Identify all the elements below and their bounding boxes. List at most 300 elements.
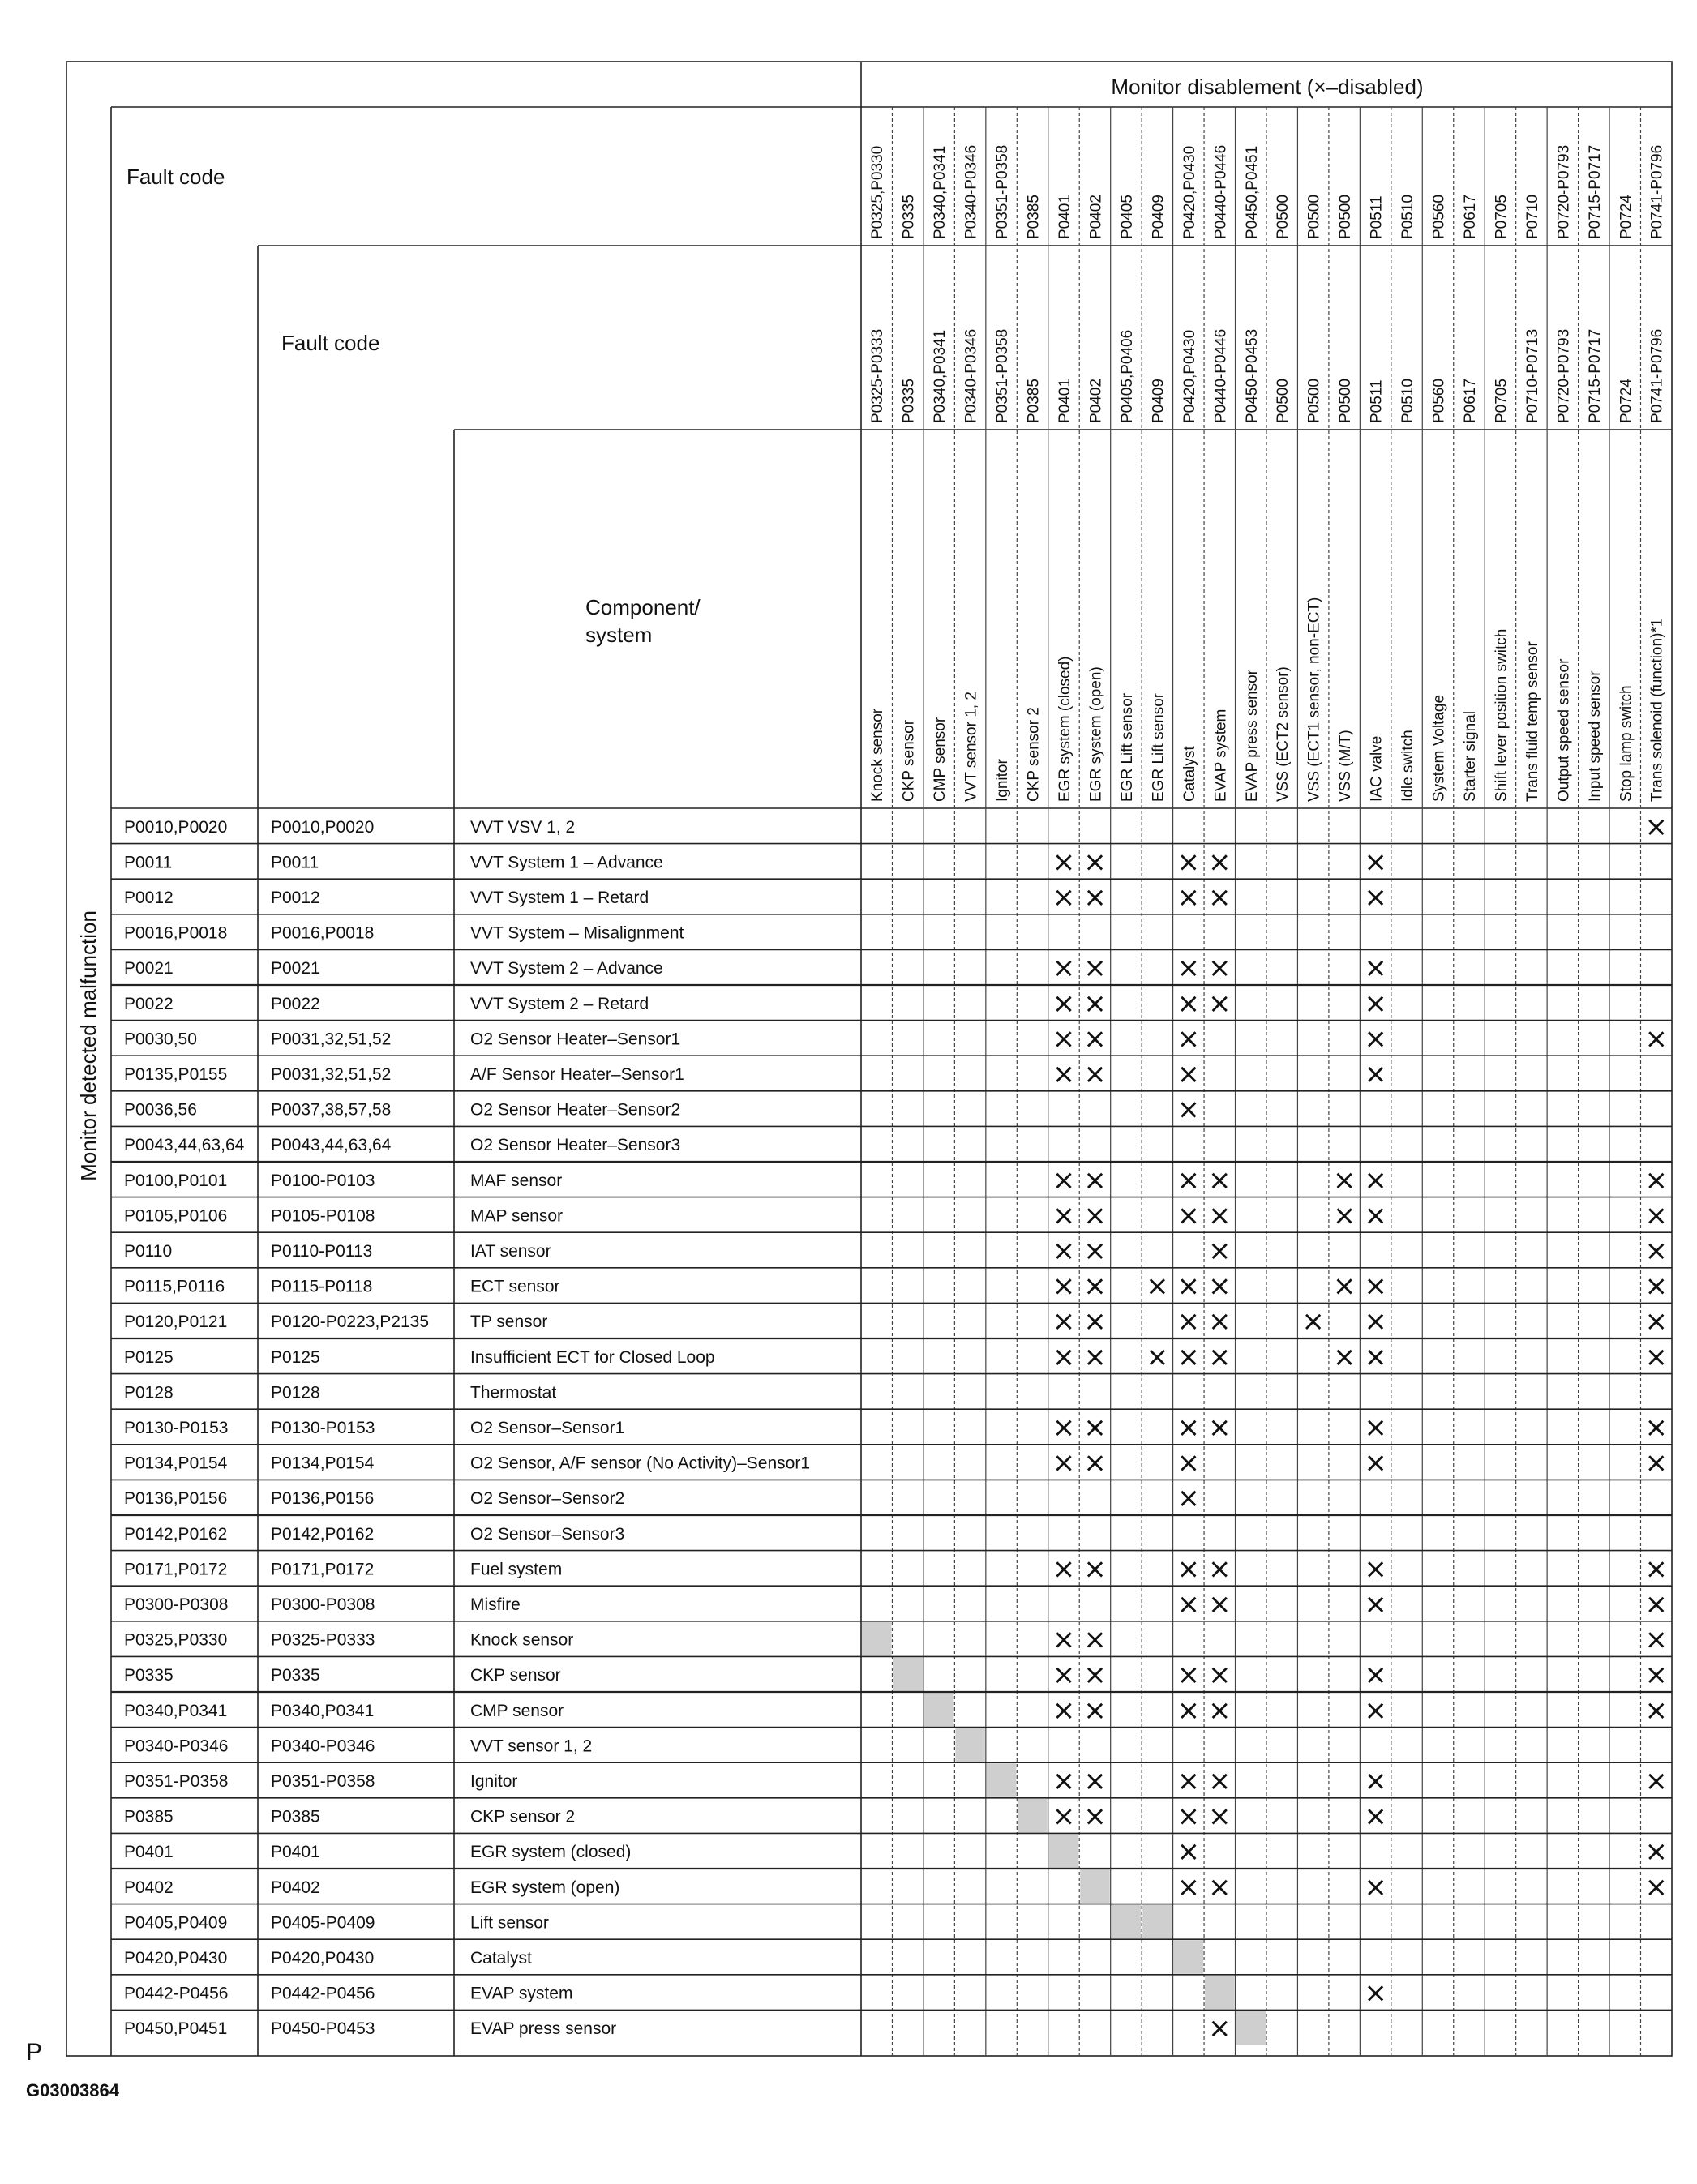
column-code-mid: P0710-P0713 bbox=[1523, 328, 1541, 423]
column-code-mid: P0617 bbox=[1461, 379, 1479, 423]
disabled-mark: × bbox=[1052, 1800, 1076, 1833]
column-code-top: P0335 bbox=[900, 195, 918, 239]
disabled-mark: × bbox=[1364, 846, 1387, 879]
disabled-mark: × bbox=[1208, 1199, 1232, 1232]
row-fault-code-monitor: P0401 bbox=[124, 1843, 174, 1862]
row-component-system: VVT System – Misalignment bbox=[470, 923, 684, 943]
self-check-shaded-cell bbox=[924, 1693, 953, 1727]
disabled-mark: × bbox=[1083, 1305, 1107, 1338]
fault-code-header-mid: Fault code bbox=[281, 331, 380, 355]
row-fault-code: P0450-P0453 bbox=[271, 2019, 375, 2039]
table-row bbox=[124, 1199, 1668, 1231]
disabled-mark: × bbox=[1301, 1305, 1325, 1338]
row-fault-code-monitor: P0100,P0101 bbox=[124, 1171, 228, 1190]
disabled-mark: × bbox=[1052, 1163, 1076, 1197]
row-fault-code: P0043,44,63,64 bbox=[271, 1136, 392, 1155]
disabled-mark: × bbox=[1052, 1446, 1076, 1480]
column-code-mid: P0511 bbox=[1368, 379, 1386, 423]
row-fault-code: P0105-P0108 bbox=[271, 1206, 375, 1226]
disabled-mark: × bbox=[1644, 1340, 1668, 1373]
table-row bbox=[124, 1871, 1668, 1904]
self-check-shaded-cell bbox=[1142, 1905, 1172, 1939]
disabled-mark: × bbox=[1208, 1163, 1232, 1197]
column-code-top: P0420,P0430 bbox=[1181, 145, 1198, 239]
self-check-shaded-cell bbox=[862, 1622, 891, 1656]
table-row bbox=[124, 811, 1668, 843]
column-code-mid: P0450-P0453 bbox=[1243, 328, 1261, 423]
disabled-mark: × bbox=[1644, 1411, 1668, 1444]
table-row bbox=[124, 1525, 624, 1544]
table-rows bbox=[124, 811, 1668, 2045]
disabled-mark: × bbox=[1208, 987, 1232, 1020]
disabled-mark: × bbox=[1644, 1765, 1668, 1797]
column-code-top: P0409 bbox=[1150, 195, 1168, 239]
row-component-system: EGR system (closed) bbox=[470, 1843, 632, 1862]
row-fault-code-monitor: P0105,P0106 bbox=[124, 1206, 228, 1226]
component-header-line1: Component/ bbox=[585, 595, 701, 619]
row-component-system: O2 Sensor Heater–Sensor2 bbox=[470, 1100, 681, 1120]
disabled-mark: × bbox=[1644, 1694, 1668, 1727]
row-component-system: VVT System 1 – Retard bbox=[470, 889, 649, 907]
column-code-top: P0351-P0358 bbox=[994, 144, 1012, 239]
disabled-mark: × bbox=[1332, 1340, 1356, 1373]
table-row bbox=[124, 1765, 1668, 1797]
disabled-mark: × bbox=[1083, 987, 1107, 1020]
disabled-mark: × bbox=[1208, 1659, 1232, 1692]
disabled-mark: × bbox=[1364, 987, 1387, 1020]
row-fault-code: P0300-P0308 bbox=[271, 1595, 375, 1614]
row-fault-code-monitor: P0125 bbox=[124, 1347, 174, 1367]
column-component-name: EGR Lift sensor bbox=[1118, 692, 1136, 802]
disabled-mark: × bbox=[1644, 1022, 1668, 1056]
disabled-mark: × bbox=[1644, 1870, 1668, 1904]
column-component-name: Shift lever position switch bbox=[1493, 628, 1511, 802]
disabled-mark: × bbox=[1176, 1446, 1201, 1480]
disabled-mark: × bbox=[1052, 1552, 1076, 1586]
column-code-top: P0511 bbox=[1368, 195, 1386, 239]
disabled-mark: × bbox=[1052, 1270, 1076, 1303]
disabled-mark: × bbox=[1176, 1552, 1201, 1586]
row-fault-code: P0022 bbox=[271, 994, 320, 1013]
column-component-name: EGR system (closed) bbox=[1056, 656, 1073, 802]
disabled-mark: × bbox=[1364, 952, 1387, 985]
table-row bbox=[124, 1801, 1387, 1833]
disabled-mark: × bbox=[1052, 1199, 1076, 1232]
row-fault-code-monitor: P0016,P0018 bbox=[124, 923, 228, 943]
row-fault-code-monitor: P0010,P0020 bbox=[124, 817, 228, 837]
row-component-system: Knock sensor bbox=[470, 1630, 574, 1650]
disabled-mark: × bbox=[1083, 1411, 1107, 1444]
disabled-mark: × bbox=[1176, 1588, 1201, 1621]
disabled-mark: × bbox=[1644, 1446, 1668, 1480]
row-fault-code: P0100-P0103 bbox=[271, 1171, 375, 1190]
row-fault-code-monitor: P0420,P0430 bbox=[124, 1949, 228, 1968]
table-row bbox=[124, 1411, 1668, 1444]
row-fault-code-monitor: P0012 bbox=[124, 889, 174, 907]
disabled-mark: × bbox=[1644, 1835, 1668, 1869]
monitor-disablement-heading: Monitor disablement (×–disabled) bbox=[1111, 75, 1424, 99]
disabled-mark: × bbox=[1364, 1340, 1387, 1373]
disabled-mark: × bbox=[1176, 1058, 1201, 1090]
column-component-name: Catalyst bbox=[1181, 746, 1198, 802]
disabled-mark: × bbox=[1176, 1659, 1201, 1692]
row-component-system: Ignitor bbox=[470, 1772, 518, 1791]
column-component-name: EGR system (open) bbox=[1087, 666, 1105, 802]
disabled-mark: × bbox=[1364, 1270, 1387, 1303]
column-component-name: EVAP press sensor bbox=[1243, 670, 1261, 802]
table-row bbox=[124, 1913, 549, 1932]
disabled-mark: × bbox=[1176, 1305, 1201, 1338]
column-code-mid: P0741-P0796 bbox=[1648, 328, 1666, 423]
row-fault-code: P0385 bbox=[271, 1807, 320, 1826]
disabled-mark: × bbox=[1176, 987, 1201, 1020]
disabled-mark: × bbox=[1052, 1659, 1076, 1692]
disabled-mark: × bbox=[1644, 1163, 1668, 1197]
disabled-mark: × bbox=[1364, 1411, 1387, 1444]
row-component-system: O2 Sensor, A/F sensor (No Activity)–Sensor1 bbox=[470, 1454, 811, 1473]
row-fault-code-monitor: P0300-P0308 bbox=[124, 1595, 229, 1614]
disabled-mark: × bbox=[1176, 1870, 1201, 1904]
disabled-mark: × bbox=[1364, 1552, 1387, 1586]
disabled-mark: × bbox=[1364, 1199, 1387, 1232]
row-fault-code-monitor: P0171,P0172 bbox=[124, 1560, 228, 1579]
table-row bbox=[124, 1058, 1387, 1090]
column-code-mid: P0351-P0358 bbox=[994, 328, 1012, 423]
column-code-top: P0340-P0346 bbox=[962, 144, 980, 239]
row-fault-code-monitor: P0135,P0155 bbox=[124, 1065, 228, 1084]
column-component-name: VSS (M/T) bbox=[1337, 730, 1355, 802]
disabled-mark: × bbox=[1644, 1305, 1668, 1338]
row-component-system: MAP sensor bbox=[470, 1206, 563, 1226]
column-code-top: P0500 bbox=[1275, 195, 1292, 239]
disabled-mark: × bbox=[1208, 1588, 1232, 1621]
disabled-mark: × bbox=[1083, 1659, 1107, 1692]
disabled-mark: × bbox=[1083, 1022, 1107, 1056]
table-row bbox=[124, 1736, 592, 1755]
disabled-mark: × bbox=[1364, 1058, 1387, 1090]
disabled-mark: × bbox=[1364, 1588, 1387, 1621]
column-component-name: Output speed sensor bbox=[1555, 658, 1573, 802]
disabled-mark: × bbox=[1208, 1411, 1232, 1444]
disabled-mark: × bbox=[1052, 1305, 1076, 1338]
disabled-mark: × bbox=[1208, 1800, 1232, 1833]
row-fault-code: P0130-P0153 bbox=[271, 1419, 375, 1437]
disabled-mark: × bbox=[1176, 1800, 1201, 1833]
disabled-mark: × bbox=[1083, 1623, 1107, 1656]
disabled-mark: × bbox=[1364, 1800, 1387, 1833]
row-fault-code: P0340-P0346 bbox=[271, 1736, 375, 1756]
row-component-system: CKP sensor 2 bbox=[470, 1807, 576, 1826]
column-component-name: Trans fluid temp sensor bbox=[1523, 641, 1541, 802]
disabled-mark: × bbox=[1208, 846, 1232, 879]
row-component-system: O2 Sensor–Sensor2 bbox=[470, 1489, 625, 1509]
disabled-mark: × bbox=[1644, 1199, 1668, 1232]
column-code-top: P0560 bbox=[1430, 195, 1448, 239]
row-fault-code: P0442-P0456 bbox=[271, 1984, 375, 2003]
row-fault-code: P0351-P0358 bbox=[271, 1772, 375, 1791]
table-row bbox=[124, 1482, 1200, 1514]
disabled-mark: × bbox=[1052, 952, 1076, 985]
table-row bbox=[124, 1624, 1668, 1656]
disabled-mark: × bbox=[1146, 1270, 1169, 1303]
table-row bbox=[124, 1447, 1668, 1480]
disabled-mark: × bbox=[1332, 1163, 1356, 1197]
self-check-shaded-cell bbox=[1112, 1905, 1141, 1939]
disabled-mark: × bbox=[1208, 1694, 1232, 1727]
column-code-top: P0440-P0446 bbox=[1212, 144, 1230, 239]
disabled-mark: × bbox=[1176, 846, 1201, 879]
table-row bbox=[124, 1949, 532, 1968]
disabled-mark: × bbox=[1364, 1163, 1387, 1197]
column-code-top: P0340,P0341 bbox=[932, 145, 949, 239]
row-fault-code: P0120-P0223,P2135 bbox=[271, 1313, 429, 1332]
row-fault-code: P0016,P0018 bbox=[271, 923, 375, 943]
column-code-mid: P0402 bbox=[1087, 379, 1105, 423]
row-fault-code-monitor: P0340,P0341 bbox=[124, 1701, 228, 1720]
row-component-system: EVAP press sensor bbox=[470, 2019, 617, 2039]
disabled-mark: × bbox=[1364, 1765, 1387, 1797]
disabled-mark: × bbox=[1364, 1870, 1387, 1904]
disabled-mark: × bbox=[1176, 1482, 1201, 1515]
column-code-mid: P0715-P0717 bbox=[1586, 328, 1604, 423]
self-check-shaded-cell bbox=[987, 1763, 1016, 1797]
row-component-system: Insufficient ECT for Closed Loop bbox=[470, 1347, 715, 1367]
row-fault-code-monitor: P0128 bbox=[124, 1383, 174, 1402]
row-fault-code-monitor: P0351-P0358 bbox=[124, 1772, 229, 1791]
row-fault-code-monitor: P0136,P0156 bbox=[124, 1489, 228, 1509]
row-fault-code: P0142,P0162 bbox=[271, 1524, 375, 1544]
row-component-system: Misfire bbox=[470, 1595, 521, 1614]
row-fault-code-monitor: P0325,P0330 bbox=[124, 1630, 228, 1650]
disabled-mark: × bbox=[1083, 1235, 1107, 1267]
column-code-mid: P0560 bbox=[1430, 379, 1448, 423]
column-component-name: Input speed sensor bbox=[1586, 670, 1604, 802]
disabled-mark: × bbox=[1083, 1765, 1107, 1797]
row-component-system: EGR system (open) bbox=[470, 1878, 620, 1897]
row-component-system: IAT sensor bbox=[470, 1242, 551, 1261]
column-component-name: IAC valve bbox=[1368, 735, 1386, 802]
self-check-shaded-cell bbox=[1205, 1976, 1234, 2010]
column-code-top: P0741-P0796 bbox=[1648, 144, 1666, 239]
disabled-mark: × bbox=[1052, 987, 1076, 1020]
disabled-mark: × bbox=[1052, 846, 1076, 879]
row-component-system: VVT System 2 – Advance bbox=[470, 959, 663, 979]
column-code-mid: P0385 bbox=[1025, 379, 1043, 423]
table-row bbox=[124, 1552, 1668, 1585]
disabled-mark: × bbox=[1083, 1800, 1107, 1833]
row-component-system: A/F Sensor Heater–Sensor1 bbox=[470, 1065, 684, 1084]
disabled-mark: × bbox=[1083, 1270, 1107, 1303]
row-component-system: VVT System 1 – Advance bbox=[470, 853, 663, 872]
self-check-shaded-cell bbox=[1018, 1799, 1047, 1833]
disabled-mark: × bbox=[1208, 2012, 1232, 2045]
table-row bbox=[124, 1094, 1200, 1126]
self-check-shaded-cell bbox=[1174, 1940, 1203, 1974]
disabled-mark: × bbox=[1644, 1588, 1668, 1621]
row-fault-code: P0128 bbox=[271, 1383, 320, 1402]
disabled-mark: × bbox=[1644, 1270, 1668, 1303]
column-component-name: VVT sensor 1, 2 bbox=[962, 692, 980, 802]
table-row bbox=[124, 1341, 1668, 1373]
column-code-top: P0705 bbox=[1493, 195, 1511, 239]
row-fault-code: P0125 bbox=[271, 1347, 320, 1367]
table-row bbox=[124, 1588, 1668, 1621]
row-fault-code-monitor: P0011 bbox=[124, 853, 173, 872]
disabled-mark: × bbox=[1052, 1058, 1076, 1090]
disabled-mark: × bbox=[1176, 1411, 1201, 1444]
row-component-system: Thermostat bbox=[470, 1383, 557, 1402]
table-row bbox=[124, 1305, 1668, 1338]
table-row bbox=[124, 1694, 1668, 1727]
column-code-mid: P0409 bbox=[1150, 379, 1168, 423]
disabled-mark: × bbox=[1364, 1694, 1387, 1727]
row-fault-code: P0021 bbox=[271, 959, 320, 979]
disabled-mark: × bbox=[1083, 846, 1107, 879]
disabled-mark: × bbox=[1208, 1305, 1232, 1338]
disabled-mark: × bbox=[1364, 1305, 1387, 1338]
disabled-mark: × bbox=[1083, 881, 1107, 914]
disabled-mark: × bbox=[1364, 1446, 1387, 1480]
disabled-mark: × bbox=[1083, 1163, 1107, 1197]
disabled-mark: × bbox=[1052, 881, 1076, 914]
disabled-mark: × bbox=[1208, 1870, 1232, 1904]
disabled-mark: × bbox=[1176, 1093, 1201, 1126]
column-component-name: CMP sensor bbox=[932, 717, 949, 802]
row-fault-code: P0037,38,57,58 bbox=[271, 1100, 392, 1120]
disabled-mark: × bbox=[1052, 1235, 1076, 1267]
row-fault-code-monitor: P0402 bbox=[124, 1878, 174, 1897]
row-fault-code-monitor: P0405,P0409 bbox=[124, 1913, 228, 1933]
disabled-mark: × bbox=[1364, 1022, 1387, 1056]
column-code-mid: P0335 bbox=[900, 379, 918, 423]
disabled-mark: × bbox=[1083, 1058, 1107, 1090]
row-fault-code-monitor: P0385 bbox=[124, 1807, 174, 1826]
column-component-name: EGR Lift sensor bbox=[1150, 692, 1168, 802]
column-component-name: Idle switch bbox=[1399, 730, 1417, 802]
table-row bbox=[124, 1383, 556, 1402]
row-component-system: EVAP system bbox=[470, 1984, 573, 2003]
disabled-mark: × bbox=[1644, 1659, 1668, 1692]
row-component-system: Lift sensor bbox=[470, 1913, 549, 1933]
column-code-mid: P0420,P0430 bbox=[1181, 329, 1198, 423]
row-fault-code: P0335 bbox=[271, 1666, 320, 1685]
disabled-mark: × bbox=[1176, 1199, 1201, 1232]
row-fault-code-monitor: P0021 bbox=[124, 959, 174, 979]
table-row bbox=[124, 1022, 1668, 1055]
row-fault-code-monitor: P0130-P0153 bbox=[124, 1419, 229, 1437]
column-headers bbox=[869, 145, 1666, 802]
disabled-mark: × bbox=[1176, 1765, 1201, 1797]
disabled-mark: × bbox=[1208, 1235, 1232, 1267]
row-fault-code: P0136,P0156 bbox=[271, 1489, 375, 1509]
disabled-mark: × bbox=[1052, 1022, 1076, 1056]
self-check-shaded-cell bbox=[955, 1728, 984, 1762]
disabled-mark: × bbox=[1644, 1235, 1668, 1267]
row-fault-code: P0340,P0341 bbox=[271, 1701, 375, 1720]
column-code-top: P0402 bbox=[1087, 195, 1105, 239]
table-row bbox=[124, 1835, 1668, 1868]
table-row bbox=[124, 1270, 1668, 1303]
disabled-mark: × bbox=[1644, 810, 1668, 843]
column-code-mid: P0500 bbox=[1305, 379, 1323, 423]
disabled-mark: × bbox=[1332, 1270, 1356, 1303]
self-check-shaded-cell bbox=[1049, 1834, 1078, 1868]
disabled-mark: × bbox=[1083, 952, 1107, 985]
row-component-system: MAF sensor bbox=[470, 1171, 563, 1190]
column-component-name: Trans solenoid (function)*1 bbox=[1648, 618, 1666, 802]
row-fault-code: P0110-P0113 bbox=[271, 1242, 373, 1261]
row-fault-code: P0420,P0430 bbox=[271, 1949, 375, 1968]
column-code-mid: P0724 bbox=[1618, 379, 1635, 423]
disabled-mark: × bbox=[1052, 1694, 1076, 1727]
row-fault-code-monitor: P0340-P0346 bbox=[124, 1736, 229, 1756]
disabled-mark: × bbox=[1208, 1340, 1232, 1373]
column-code-top: P0401 bbox=[1056, 195, 1073, 239]
row-fault-code-monitor: P0335 bbox=[124, 1666, 174, 1685]
row-component-system: ECT sensor bbox=[470, 1277, 560, 1296]
row-fault-code: P0171,P0172 bbox=[271, 1560, 375, 1579]
table-row bbox=[124, 846, 1387, 878]
disabled-mark: × bbox=[1176, 1340, 1201, 1373]
column-code-mid: P0705 bbox=[1493, 379, 1511, 423]
column-code-mid: P0500 bbox=[1337, 379, 1355, 423]
disabled-mark: × bbox=[1052, 1340, 1076, 1373]
row-fault-code: P0031,32,51,52 bbox=[271, 1065, 392, 1084]
row-component-system: VVT VSV 1, 2 bbox=[470, 817, 576, 837]
row-fault-code: P0134,P0154 bbox=[271, 1454, 375, 1473]
table-row bbox=[124, 987, 1387, 1020]
row-component-system: O2 Sensor Heater–Sensor3 bbox=[470, 1136, 681, 1155]
disabled-mark: × bbox=[1052, 1411, 1076, 1444]
disabled-mark: × bbox=[1208, 881, 1232, 914]
disabled-mark: × bbox=[1208, 1270, 1232, 1303]
row-fault-code: P0115-P0118 bbox=[271, 1277, 373, 1296]
row-component-system: O2 Sensor Heater–Sensor1 bbox=[470, 1030, 681, 1049]
disabled-mark: × bbox=[1644, 1552, 1668, 1586]
table-row bbox=[124, 1235, 1668, 1267]
disabled-mark: × bbox=[1083, 1340, 1107, 1373]
row-fault-code: P0010,P0020 bbox=[271, 817, 375, 837]
row-component-system: O2 Sensor–Sensor1 bbox=[470, 1419, 625, 1437]
row-fault-code: P0031,32,51,52 bbox=[271, 1030, 392, 1049]
table-row bbox=[124, 1977, 1387, 2010]
column-code-mid: P0340,P0341 bbox=[932, 329, 949, 423]
figure-id: G03003864 bbox=[26, 2080, 119, 2100]
row-component-system: Catalyst bbox=[470, 1949, 532, 1968]
column-component-name: Ignitor bbox=[994, 759, 1012, 802]
row-fault-code-monitor: P0030,50 bbox=[124, 1030, 197, 1049]
column-code-top: P0720-P0793 bbox=[1555, 144, 1573, 239]
table-row bbox=[124, 1136, 680, 1154]
disabled-mark: × bbox=[1208, 1552, 1232, 1586]
column-code-top: P0500 bbox=[1337, 195, 1355, 239]
disabled-mark: × bbox=[1083, 1694, 1107, 1727]
column-code-mid: P0440-P0446 bbox=[1212, 328, 1230, 423]
row-component-system: Fuel system bbox=[470, 1560, 563, 1579]
column-code-mid: P0720-P0793 bbox=[1555, 328, 1573, 423]
column-code-mid: P0500 bbox=[1275, 379, 1292, 423]
row-component-system: VVT sensor 1, 2 bbox=[470, 1736, 593, 1756]
disabled-mark: × bbox=[1364, 1659, 1387, 1692]
column-component-name: VSS (ECT2 sensor) bbox=[1275, 666, 1292, 802]
column-code-mid: P0325-P0333 bbox=[869, 328, 887, 423]
disabled-mark: × bbox=[1332, 1199, 1356, 1232]
column-code-top: P0385 bbox=[1025, 195, 1043, 239]
row-fault-code-monitor: P0022 bbox=[124, 994, 174, 1013]
table-row bbox=[124, 881, 1387, 914]
column-component-name: CKP sensor bbox=[900, 719, 918, 802]
column-code-top: P0450,P0451 bbox=[1243, 145, 1261, 239]
